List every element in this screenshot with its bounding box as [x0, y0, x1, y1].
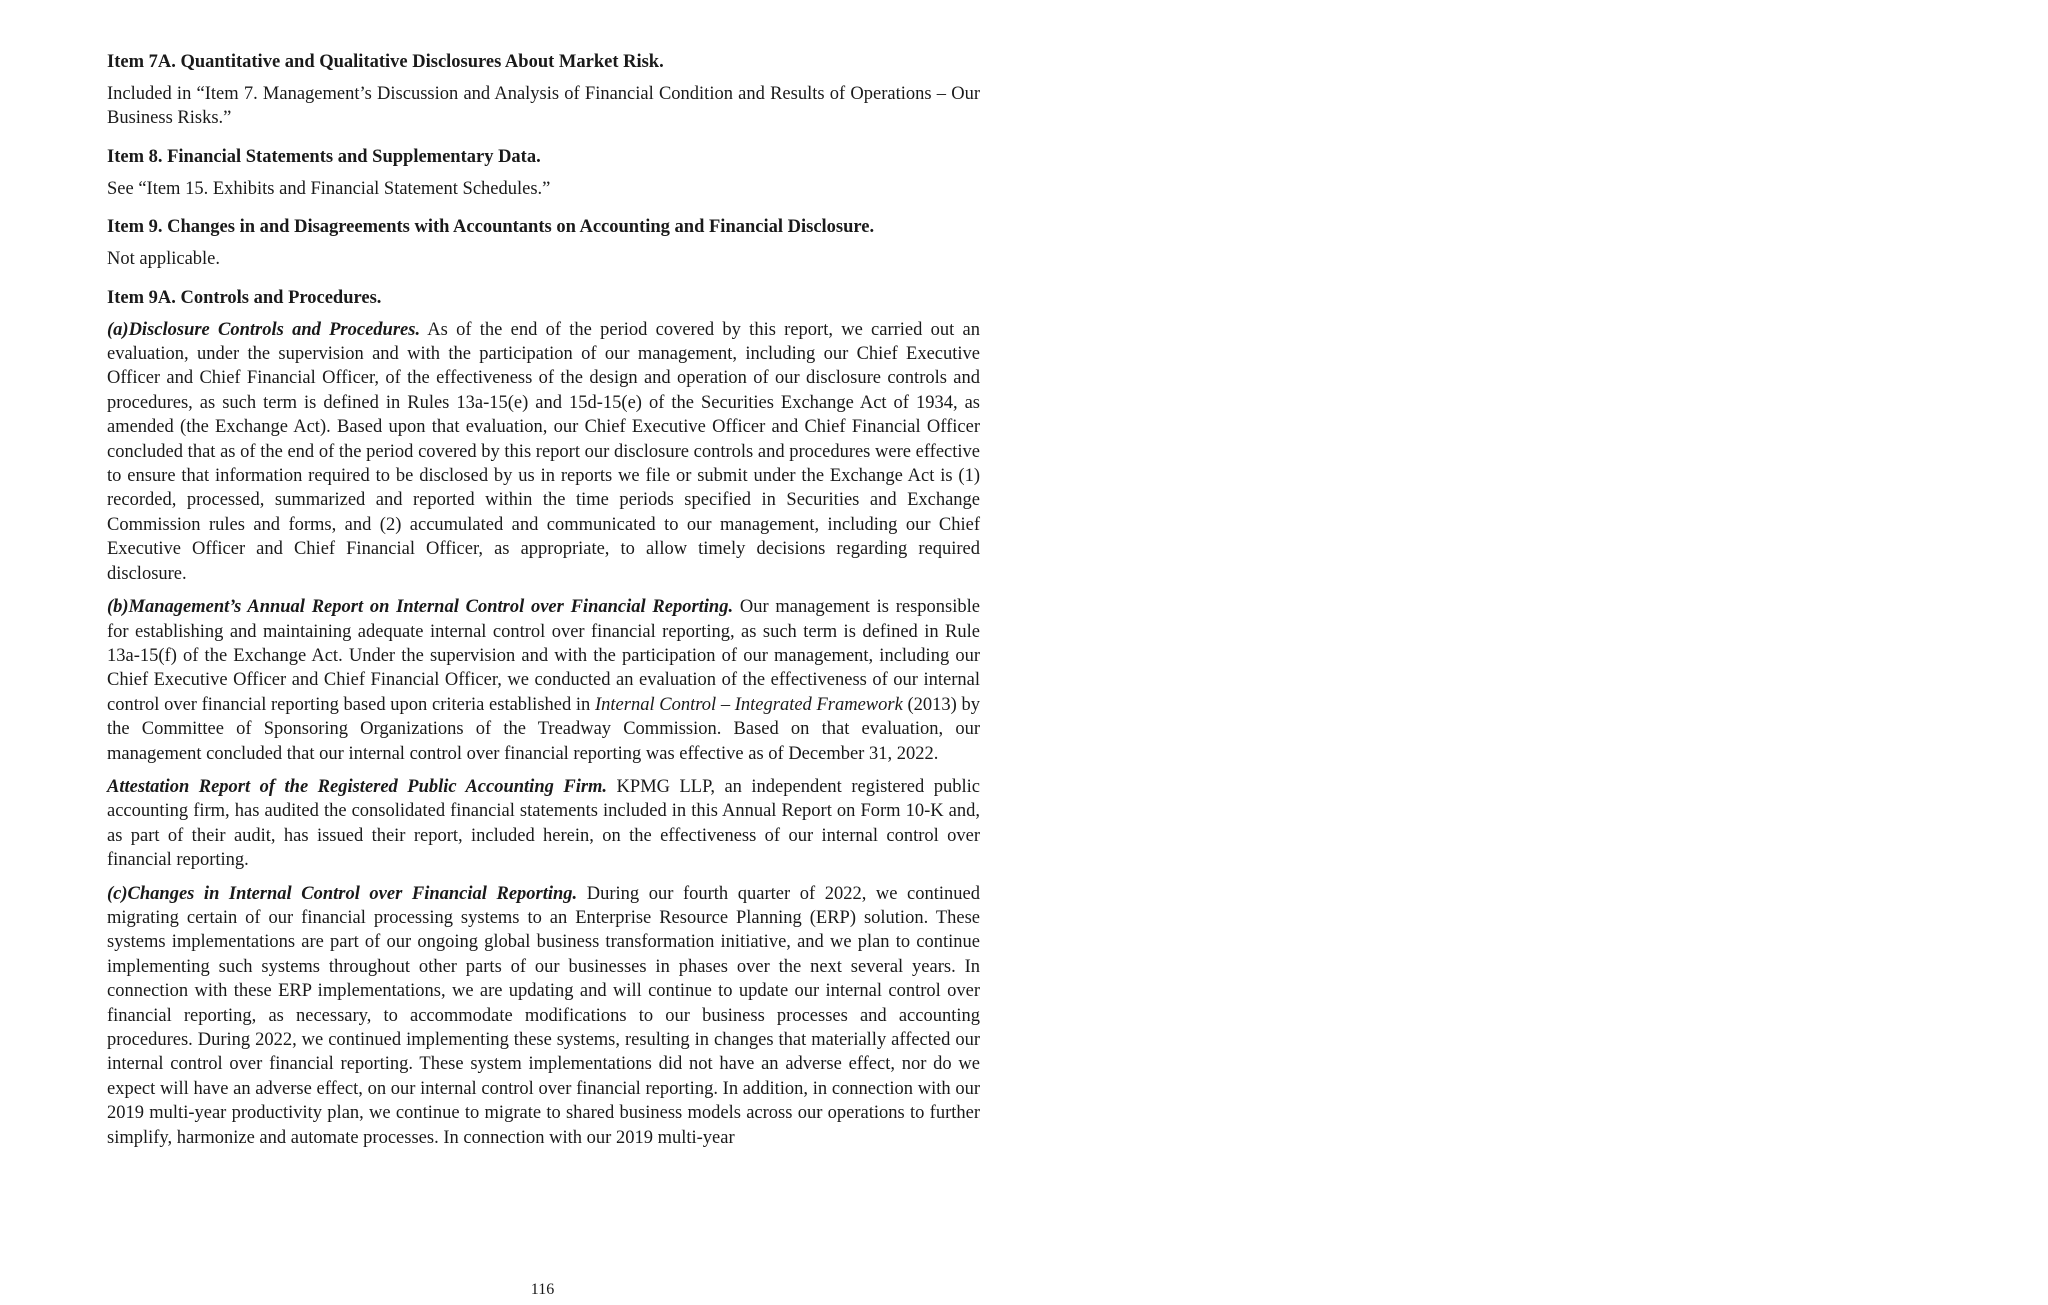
document-page	[107, 50, 980, 1159]
attestation-paragraph	[107, 775, 980, 873]
item-9-heading: Item 9. Changes in and Disagreements with Accountants on Accounting and Financial Disclosure.	[107, 217, 875, 238]
disclosure-controls-lead: (a)Disclosure Controls and Procedures.	[107, 319, 421, 340]
changes-internal-control-lead: (c)Changes in Internal Control over Financial Reporting.	[107, 883, 578, 904]
changes-internal-control-paragraph	[107, 882, 980, 1150]
attestation-lead: Attestation Report of the Registered Public Accounting Firm.	[107, 776, 608, 797]
item-8-heading: Item 8. Financial Statements and Supplementary Data.	[107, 146, 541, 167]
attestation-text: KPMG LLP, an independent registered public accounting firm, has audited the consolidated financial statements included in this Annual Report on Form 10-K and, as part of their audit, has issued their report, included herein, on the effectiveness of our internal control over financial reporting.	[107, 776, 980, 871]
disclosure-controls-paragraph	[107, 318, 980, 586]
management-report-paragraph	[107, 595, 980, 766]
changes-internal-control-text: During our fourth quarter of 2022, we continued migrating certain of our financial processing systems to an Enterprise Resource Planning (ERP) solution. These systems implementations are part of our ongoing global business transformation initiative, and we plan to continue implementing such systems throughout other parts of our businesses in phases over the next several years. In connection with these ERP implementations, we are updating and will continue to update our internal control over financial reporting, as necessary, to accommodate modifications to our business processes and accounting procedures. During 2022, we continued implementing these systems, resulting in changes that materially affected our internal control over financial reporting. These system implementations did not have an adverse effect, nor do we expect will have an adverse effect, on our internal control over financial reporting. In addition, in connection with our 2019 multi-year productivity plan, we continue to migrate to shared business models across our operations to further simplify, harmonize and automate processes. In connection with our 2019 multi-year	[107, 883, 980, 1148]
item-8-text: See “Item 15. Exhibits and Financial Statement Schedules.”	[107, 178, 551, 199]
item-7a-text: Included in “Item 7. Management’s Discussion and Analysis of Financial Condition and Results of Operations – Our Business Risks.”	[107, 84, 980, 129]
item-7a-heading: Item 7A. Quantitative and Qualitative Disclosures About Market Risk.	[107, 52, 664, 72]
management-report-text-2: (2013) by the Committee of Sponsoring Organizations of the Treadway Commission. Based on that evaluation, our management concluded that our internal control over financial reporting was effective as of December 31, 2022.	[107, 694, 980, 764]
management-report-text-1: Our management is responsible for establishing and maintaining adequate internal control over financial reporting, as such term is defined in Rule 13a-15(f) of the Exchange Act. Under the supervision and with the participation of our management, including our Chief Executive Officer and Chief Financial Officer, we conducted an evaluation of the effectiveness of our internal control over financial reporting based upon criteria established in	[107, 597, 980, 715]
management-report-lead: (b)Management’s Annual Report on Internal Control over Financial Reporting.	[107, 597, 734, 618]
framework-title: Internal Control – Integrated Framework	[594, 694, 903, 715]
disclosure-controls-text: As of the end of the period covered by this report, we carried out an evaluation, under the supervision and with the participation of our management, including our Chief Executive Officer and Chief Financial Officer, of the effectiveness of the design and operation of our disclosure controls and procedures, as such term is defined in Rules 13a-15(e) and 15d-15(e) of the Securities Exchange Act of 1934, as amended (the Exchange Act). Based upon that evaluation, our Chief Executive Officer and Chief Financial Officer concluded that as of the end of the period covered by this report our disclosure controls and procedures were effective to ensure that information required to be disclosed by us in reports we file or submit under the Exchange Act is (1) recorded, processed, summarized and reported within the time periods specified in Securities and Exchange Commission rules and forms, and (2) accumulated and communicated to our management, including our Chief Executive Officer and Chief Financial Officer, as appropriate, to allow timely decisions regarding required disclosure.	[107, 319, 980, 584]
page-number: 116	[530, 1281, 555, 1298]
item-9-text: Not applicable.	[107, 249, 221, 270]
item-9a-heading: Item 9A. Controls and Procedures.	[107, 287, 382, 308]
